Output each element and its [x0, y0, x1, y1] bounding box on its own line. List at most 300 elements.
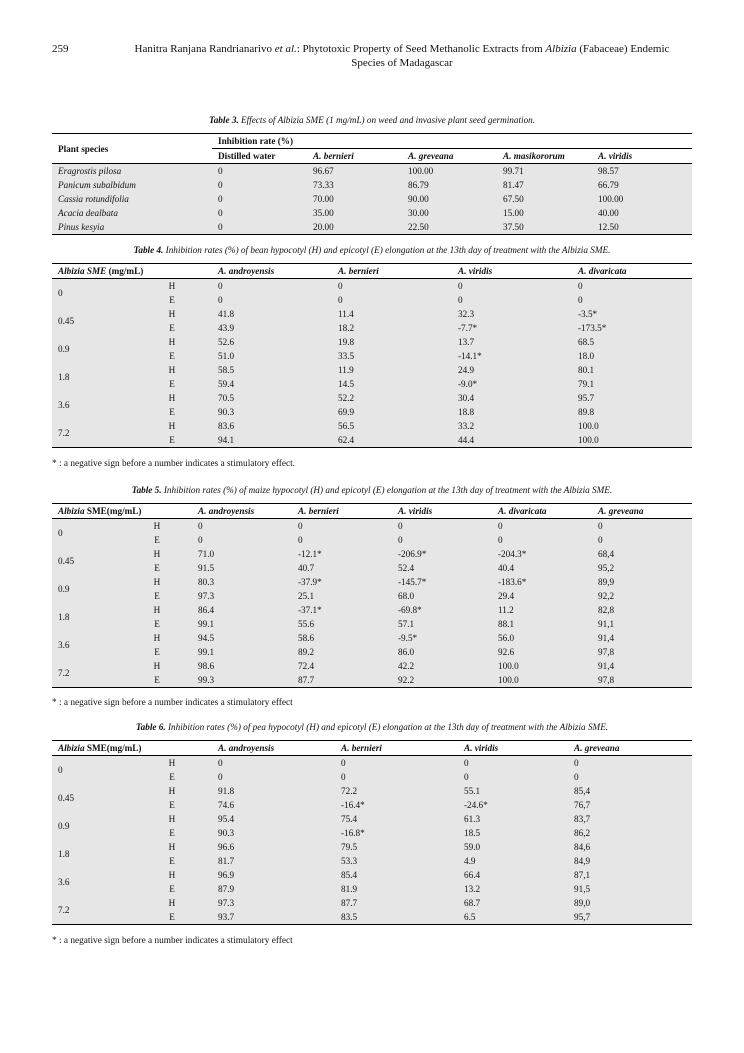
table-row — [52, 363, 692, 377]
table5-col: A. divaricata — [492, 504, 592, 519]
value-cell: 95,2 — [592, 561, 692, 575]
dose-cell: 0.45 — [52, 547, 122, 575]
value-cell: 0 — [458, 770, 568, 784]
value-cell: 86.4 — [192, 603, 292, 617]
value-cell: 0 — [212, 293, 332, 307]
value-cell: 99.3 — [192, 673, 292, 688]
value-cell: 96.6 — [212, 840, 335, 854]
value-cell: 97,8 — [592, 673, 692, 688]
table-row — [52, 770, 692, 784]
value-cell: 0 — [335, 770, 458, 784]
part-cell: E — [132, 405, 212, 419]
value-cell: 0 — [492, 519, 592, 534]
table4-col: A. viridis — [452, 264, 572, 279]
table6 — [52, 740, 692, 925]
value-cell: 91,5 — [568, 882, 692, 896]
dose-cell: 0 — [52, 519, 122, 548]
table4-col-dose: Albizia SME (mg/mL) — [52, 264, 212, 279]
table3-body — [52, 164, 692, 235]
dose-cell: 7.2 — [52, 419, 132, 448]
running-title: Hanitra Ranjana Randrianarivo et al.: Phytotoxic Property of Seed Methanolic Extracts from Albizia (Fabaceae) Endemic Species of Madagascar — [134, 43, 670, 69]
value-cell: 97,8 — [592, 645, 692, 659]
table-row — [52, 659, 692, 673]
dose-cell: 0.45 — [52, 784, 132, 812]
value-cell: 80.3 — [192, 575, 292, 589]
value-cell: 82,8 — [592, 603, 692, 617]
value-cell: 0 — [212, 756, 335, 771]
value-cell: 20.00 — [307, 220, 402, 235]
value-cell: 83,7 — [568, 812, 692, 826]
value-cell: 0 — [292, 533, 392, 547]
table-row — [52, 561, 692, 575]
table-row — [52, 419, 692, 433]
value-cell: 0 — [392, 519, 492, 534]
part-cell: E — [132, 377, 212, 391]
value-cell: 87,1 — [568, 868, 692, 882]
value-cell: 0 — [212, 192, 307, 206]
value-cell: -9.0* — [452, 377, 572, 391]
table-row — [52, 293, 692, 307]
table4-note: * : a negative sign before a number indicates a stimulatory effect. — [52, 459, 296, 469]
value-cell: 96.9 — [212, 868, 335, 882]
value-cell: 89.2 — [292, 645, 392, 659]
value-cell: 91.5 — [192, 561, 292, 575]
value-cell: 30.4 — [452, 391, 572, 405]
value-cell: 13.7 — [452, 335, 572, 349]
table-row — [52, 798, 692, 812]
dose-cell: 7.2 — [52, 896, 132, 925]
value-cell: 71.0 — [192, 547, 292, 561]
value-cell: 35.00 — [307, 206, 402, 220]
value-cell: 52.2 — [332, 391, 452, 405]
value-cell: 84,9 — [568, 854, 692, 868]
value-cell: 86.0 — [392, 645, 492, 659]
value-cell: 91,1 — [592, 617, 692, 631]
table3-subcol: A. viridis — [592, 149, 692, 164]
part-cell: H — [132, 784, 212, 798]
table-row — [52, 321, 692, 335]
table-row — [52, 220, 692, 235]
value-cell: 100.00 — [402, 164, 497, 179]
table5-caption: Table 5. Inhibition rates (%) of maize hypocotyl (H) and epicotyl (E) elongation at the 13th day of treatment with the Albizia SME. — [131, 485, 613, 495]
part-cell: H — [132, 335, 212, 349]
table6-header — [52, 741, 692, 756]
table-row — [52, 433, 692, 448]
value-cell: 37.50 — [497, 220, 592, 235]
value-cell: 19.8 — [332, 335, 452, 349]
value-cell: 90.3 — [212, 405, 332, 419]
table-row — [52, 868, 692, 882]
value-cell: 53.3 — [335, 854, 458, 868]
table-row — [52, 631, 692, 645]
value-cell: 42.2 — [392, 659, 492, 673]
value-cell: 85.4 — [335, 868, 458, 882]
value-cell: 4.9 — [458, 854, 568, 868]
value-cell: 58.5 — [212, 363, 332, 377]
value-cell: 55.1 — [458, 784, 568, 798]
table-row — [52, 377, 692, 391]
part-cell: H — [132, 756, 212, 771]
part-cell: H — [122, 659, 192, 673]
value-cell: 100.0 — [492, 659, 592, 673]
value-cell: 0 — [212, 206, 307, 220]
value-cell: 0 — [192, 533, 292, 547]
table4-body — [52, 279, 692, 448]
value-cell: 99.1 — [192, 617, 292, 631]
dose-cell: 0 — [52, 756, 132, 785]
value-cell: 32.3 — [452, 307, 572, 321]
table5-col: A. greveana — [592, 504, 692, 519]
value-cell: 13.2 — [458, 882, 568, 896]
value-cell: 0 — [592, 533, 692, 547]
part-cell: H — [132, 840, 212, 854]
value-cell: 11.9 — [332, 363, 452, 377]
value-cell: 29.4 — [492, 589, 592, 603]
value-cell: 90.00 — [402, 192, 497, 206]
value-cell: 33.5 — [332, 349, 452, 363]
value-cell: 0 — [452, 279, 572, 294]
value-cell: 6.5 — [458, 910, 568, 925]
value-cell: 91.8 — [212, 784, 335, 798]
table-row — [52, 178, 692, 192]
value-cell: 86.79 — [402, 178, 497, 192]
part-cell: H — [122, 631, 192, 645]
table6-note: * : a negative sign before a number indicates a stimulatory effect — [52, 936, 293, 946]
value-cell: 94.1 — [212, 433, 332, 448]
value-cell: 87.7 — [335, 896, 458, 910]
value-cell: -69.8* — [392, 603, 492, 617]
value-cell: 0 — [492, 533, 592, 547]
value-cell: 100.0 — [572, 433, 692, 448]
value-cell: 0 — [592, 519, 692, 534]
value-cell: 83.5 — [335, 910, 458, 925]
value-cell: -16.4* — [335, 798, 458, 812]
value-cell: 0 — [212, 220, 307, 235]
table5-col: A. androyensis — [192, 504, 292, 519]
table-row — [52, 349, 692, 363]
value-cell: 0 — [568, 756, 692, 771]
value-cell: 40.00 — [592, 206, 692, 220]
value-cell: 62.4 — [332, 433, 452, 448]
table4-col: A. divaricata — [572, 264, 692, 279]
value-cell: 70.00 — [307, 192, 402, 206]
species-cell: Eragrostis pilosa — [52, 164, 212, 179]
value-cell: 85,4 — [568, 784, 692, 798]
part-cell: E — [132, 433, 212, 448]
table-row — [52, 784, 692, 798]
value-cell: 98.6 — [192, 659, 292, 673]
value-cell: 0 — [212, 770, 335, 784]
table3-subcol: A. greveana — [402, 149, 497, 164]
value-cell: 56.0 — [492, 631, 592, 645]
table4 — [52, 263, 692, 448]
species-cell: Pinus kesyia — [52, 220, 212, 235]
table6-col: A. androyensis — [212, 741, 335, 756]
part-cell: E — [122, 533, 192, 547]
dose-cell: 0.9 — [52, 575, 122, 603]
value-cell: -9.5* — [392, 631, 492, 645]
dose-cell: 0.9 — [52, 812, 132, 840]
table3-subcol: A. bernieri — [307, 149, 402, 164]
table-row — [52, 826, 692, 840]
part-cell: E — [122, 561, 192, 575]
dose-cell: 7.2 — [52, 659, 122, 688]
species-cell: Panicum subalbidum — [52, 178, 212, 192]
value-cell: -173.5* — [572, 321, 692, 335]
table-row — [52, 519, 692, 534]
value-cell: 57.1 — [392, 617, 492, 631]
part-cell: H — [132, 279, 212, 294]
table-row — [52, 603, 692, 617]
page-number: 259 — [52, 43, 69, 55]
table-row — [52, 896, 692, 910]
value-cell: 11.2 — [492, 603, 592, 617]
part-cell: E — [122, 673, 192, 688]
dose-cell: 1.8 — [52, 840, 132, 868]
table5-col: A. bernieri — [292, 504, 392, 519]
table4-col: A. androyensis — [212, 264, 332, 279]
part-cell: E — [132, 854, 212, 868]
species-cell: Acacia dealbata — [52, 206, 212, 220]
table-row — [52, 391, 692, 405]
part-cell: H — [132, 391, 212, 405]
table-row — [52, 405, 692, 419]
value-cell: 51.0 — [212, 349, 332, 363]
part-cell: E — [132, 910, 212, 925]
table4-col: A. bernieri — [332, 264, 452, 279]
table-row — [52, 335, 692, 349]
part-cell: E — [132, 349, 212, 363]
value-cell: 100.0 — [572, 419, 692, 433]
value-cell: 66.79 — [592, 178, 692, 192]
table-row — [52, 854, 692, 868]
part-cell: E — [132, 293, 212, 307]
value-cell: 80.1 — [572, 363, 692, 377]
table-row — [52, 575, 692, 589]
table-row — [52, 882, 692, 896]
value-cell: 91,4 — [592, 631, 692, 645]
part-cell: H — [132, 419, 212, 433]
value-cell: 40.4 — [492, 561, 592, 575]
table3-caption: Table 3. Effects of Albizia SME (1 mg/mL) on weed and invasive plant seed germination. — [208, 115, 536, 125]
value-cell: 59.0 — [458, 840, 568, 854]
value-cell: 79.5 — [335, 840, 458, 854]
value-cell: 88.1 — [492, 617, 592, 631]
part-cell: E — [122, 617, 192, 631]
value-cell: 52.6 — [212, 335, 332, 349]
table-row — [52, 533, 692, 547]
value-cell: 96.67 — [307, 164, 402, 179]
table-row — [52, 812, 692, 826]
value-cell: 61.3 — [458, 812, 568, 826]
value-cell: -37.9* — [292, 575, 392, 589]
value-cell: 59.4 — [212, 377, 332, 391]
table-row — [52, 617, 692, 631]
part-cell: E — [132, 826, 212, 840]
table-row — [52, 589, 692, 603]
table3-subcol: Distilled water — [212, 149, 307, 164]
value-cell: 72.4 — [292, 659, 392, 673]
table3-col-plant: Plant species — [52, 134, 212, 164]
part-cell: H — [132, 812, 212, 826]
part-cell: H — [132, 363, 212, 377]
value-cell: 92,2 — [592, 589, 692, 603]
value-cell: 95.7 — [572, 391, 692, 405]
value-cell: 89,0 — [568, 896, 692, 910]
table-row — [52, 910, 692, 925]
value-cell: -16.8* — [335, 826, 458, 840]
part-cell: H — [132, 896, 212, 910]
table6-col: A. greveana — [568, 741, 692, 756]
dose-cell: 3.6 — [52, 631, 122, 659]
value-cell: 81.9 — [335, 882, 458, 896]
value-cell: -7.7* — [452, 321, 572, 335]
value-cell: 76,7 — [568, 798, 692, 812]
part-cell: E — [132, 770, 212, 784]
dose-cell: 0.9 — [52, 335, 132, 363]
value-cell: -3.5* — [572, 307, 692, 321]
table5-col-dose: Albizia SME(mg/mL) — [52, 504, 192, 519]
value-cell: 68.5 — [572, 335, 692, 349]
value-cell: 89,9 — [592, 575, 692, 589]
table6-col: A. bernieri — [335, 741, 458, 756]
table6-body — [52, 756, 692, 925]
value-cell: 87.7 — [292, 673, 392, 688]
value-cell: 81.47 — [497, 178, 592, 192]
value-cell: 66.4 — [458, 868, 568, 882]
part-cell: E — [132, 882, 212, 896]
value-cell: 52.4 — [392, 561, 492, 575]
part-cell: H — [122, 575, 192, 589]
value-cell: 33.2 — [452, 419, 572, 433]
part-cell: H — [132, 307, 212, 321]
part-cell: E — [132, 798, 212, 812]
value-cell: 44.4 — [452, 433, 572, 448]
table3 — [52, 133, 692, 235]
value-cell: 97.3 — [192, 589, 292, 603]
value-cell: -183.6* — [492, 575, 592, 589]
value-cell: 40.7 — [292, 561, 392, 575]
table-row — [52, 307, 692, 321]
value-cell: 18.2 — [332, 321, 452, 335]
value-cell: 0 — [332, 279, 452, 294]
value-cell: 81.7 — [212, 854, 335, 868]
table-row — [52, 279, 692, 294]
value-cell: 11.4 — [332, 307, 452, 321]
table5 — [52, 503, 692, 688]
table3-subcol: A. masikororum — [497, 149, 592, 164]
species-cell: Cassia rotundifolia — [52, 192, 212, 206]
value-cell: 97.3 — [212, 896, 335, 910]
value-cell: 0 — [212, 164, 307, 179]
value-cell: 14.5 — [332, 377, 452, 391]
table-row — [52, 206, 692, 220]
value-cell: 67.50 — [497, 192, 592, 206]
value-cell: 56.5 — [332, 419, 452, 433]
value-cell: 98.57 — [592, 164, 692, 179]
value-cell: 69.9 — [332, 405, 452, 419]
value-cell: 24.9 — [452, 363, 572, 377]
table3-col-inhibition: Inhibition rate (%) — [212, 134, 692, 149]
value-cell: 95.4 — [212, 812, 335, 826]
dose-cell: 1.8 — [52, 363, 132, 391]
value-cell: 12.50 — [592, 220, 692, 235]
part-cell: H — [132, 868, 212, 882]
table6-caption: Table 6. Inhibition rates (%) of pea hypocotyl (H) and epicotyl (E) elongation at the 13th day of treatment with the Albizia SME. — [135, 722, 609, 732]
value-cell: 99.71 — [497, 164, 592, 179]
part-cell: E — [132, 321, 212, 335]
table-row — [52, 756, 692, 771]
value-cell: -204.3* — [492, 547, 592, 561]
value-cell: -206.9* — [392, 547, 492, 561]
table-row — [52, 164, 692, 179]
value-cell: 94.5 — [192, 631, 292, 645]
part-cell: E — [122, 589, 192, 603]
value-cell: -24.6* — [458, 798, 568, 812]
table6-col-dose: Albizia SME(mg/mL) — [52, 741, 212, 756]
value-cell: 15.00 — [497, 206, 592, 220]
value-cell: 0 — [392, 533, 492, 547]
dose-cell: 3.6 — [52, 391, 132, 419]
value-cell: -145.7* — [392, 575, 492, 589]
table4-caption: Table 4. Inhibition rates (%) of bean hypocotyl (H) and epicotyl (E) elongation at the 13th day of treatment with the Albizia SME. — [133, 245, 611, 255]
table5-col: A. viridis — [392, 504, 492, 519]
value-cell: 18.8 — [452, 405, 572, 419]
value-cell: 18.0 — [572, 349, 692, 363]
value-cell: 68,4 — [592, 547, 692, 561]
value-cell: 93.7 — [212, 910, 335, 925]
value-cell: 30.00 — [402, 206, 497, 220]
value-cell: 92.6 — [492, 645, 592, 659]
table5-note: * : a negative sign before a number indicates a stimulatory effect — [52, 698, 293, 708]
dose-cell: 3.6 — [52, 868, 132, 896]
value-cell: 86,2 — [568, 826, 692, 840]
value-cell: 0 — [292, 519, 392, 534]
table-row — [52, 840, 692, 854]
part-cell: H — [122, 547, 192, 561]
value-cell: 0 — [572, 279, 692, 294]
value-cell: 70.5 — [212, 391, 332, 405]
value-cell: 0 — [458, 756, 568, 771]
value-cell: 43.9 — [212, 321, 332, 335]
value-cell: 55.6 — [292, 617, 392, 631]
value-cell: -14.1* — [452, 349, 572, 363]
value-cell: 95,7 — [568, 910, 692, 925]
table-row — [52, 547, 692, 561]
value-cell: 41.8 — [212, 307, 332, 321]
value-cell: 72.2 — [335, 784, 458, 798]
value-cell: 25.1 — [292, 589, 392, 603]
value-cell: 74.6 — [212, 798, 335, 812]
value-cell: 91,4 — [592, 659, 692, 673]
value-cell: 18.5 — [458, 826, 568, 840]
value-cell: 68.7 — [458, 896, 568, 910]
value-cell: 87.9 — [212, 882, 335, 896]
value-cell: 0 — [192, 519, 292, 534]
value-cell: -12.1* — [292, 547, 392, 561]
value-cell: 92.2 — [392, 673, 492, 688]
table5-header — [52, 504, 692, 519]
value-cell: 90.3 — [212, 826, 335, 840]
value-cell: 79.1 — [572, 377, 692, 391]
value-cell: 0 — [452, 293, 572, 307]
value-cell: 89.8 — [572, 405, 692, 419]
value-cell: 99.1 — [192, 645, 292, 659]
value-cell: 100.0 — [492, 673, 592, 688]
dose-cell: 0.45 — [52, 307, 132, 335]
table5-body — [52, 519, 692, 688]
value-cell: 0 — [572, 293, 692, 307]
